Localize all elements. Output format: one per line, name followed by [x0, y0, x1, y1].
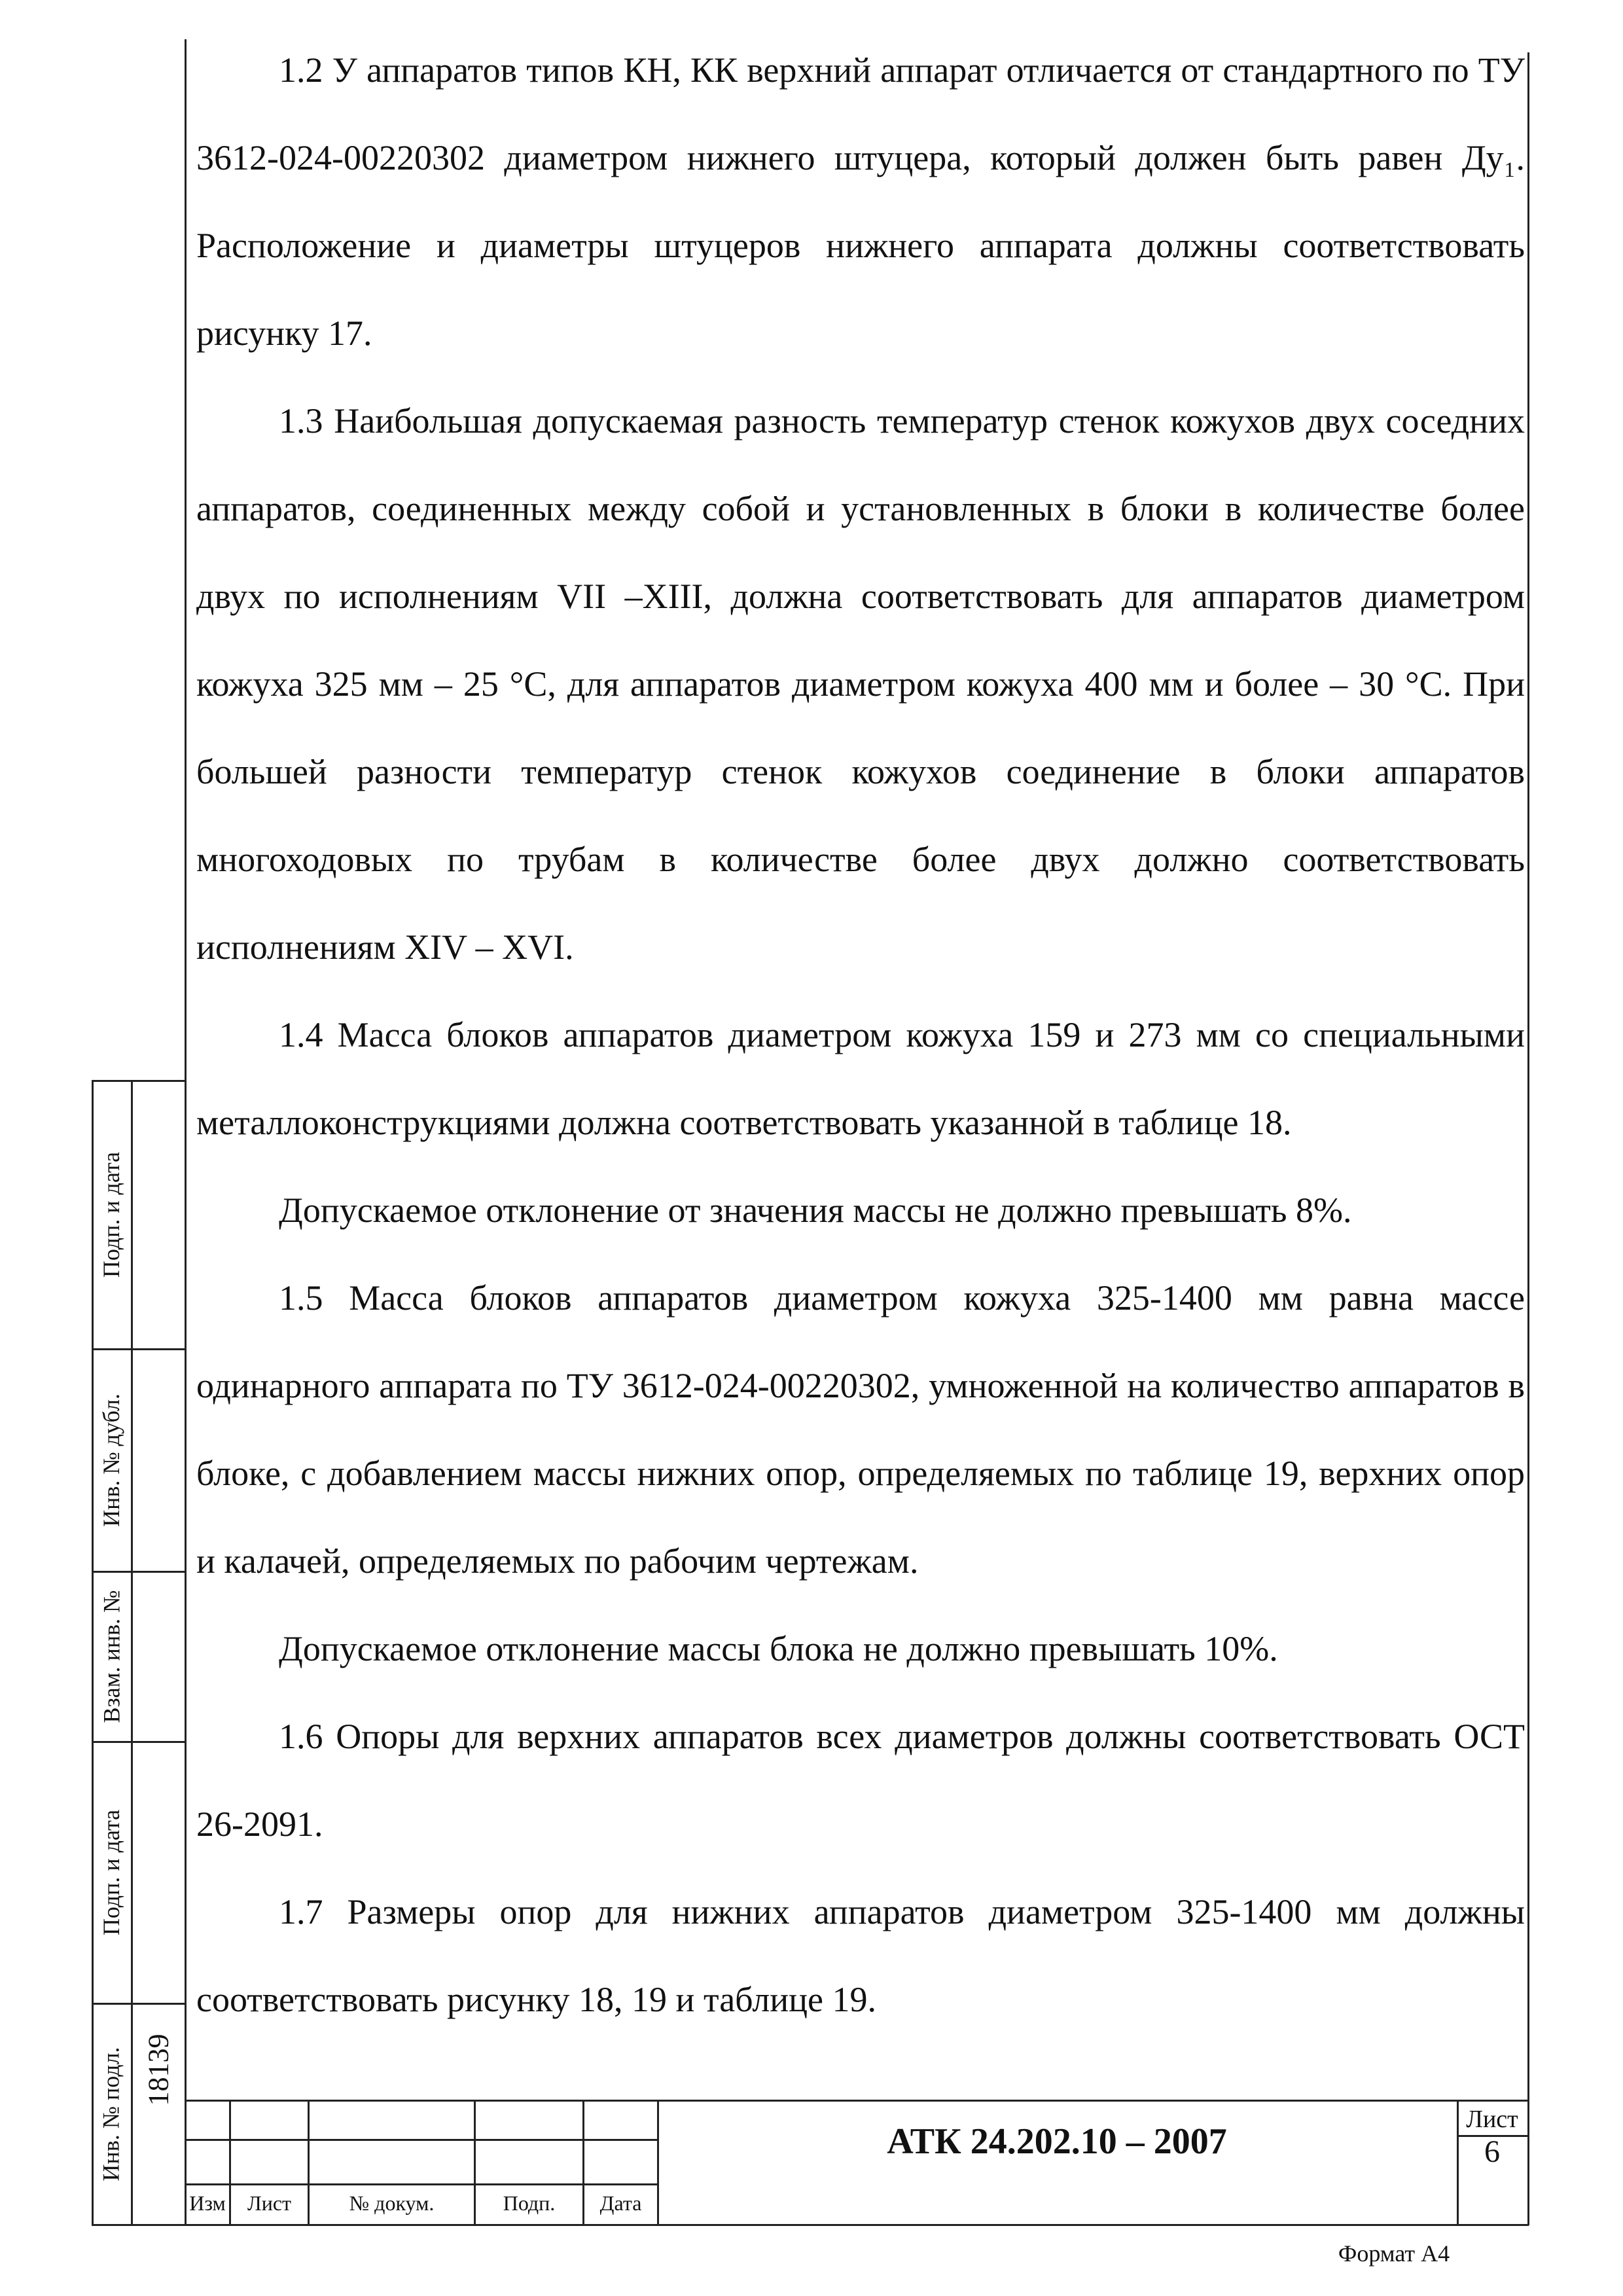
sheet-number: 6 — [1484, 2134, 1500, 2169]
paragraph-1-7: 1.7 Размеры опор для нижних аппаратов диаметром 325-1400 мм должны соответствовать рисунку 18, 19 и таблице 19. — [196, 1892, 1525, 2019]
paragraph-1-4-tolerance: Допускаемое отклонение от значения массы не должно превышать 8%. — [279, 1191, 1352, 1230]
stamp-label-inv-podl: Инв. № подл. — [98, 2047, 124, 2181]
stamp-cell-inv-podl — [92, 2004, 131, 2224]
paragraph-1-4: 1.4 Масса блоков аппаратов диаметром кожуха 159 и 273 мм со специальными металлоконструкциями должна соответствовать указанной в таблице 18. — [196, 1015, 1525, 1142]
paper-format: Формат А4 — [1338, 2240, 1450, 2267]
title-block-col-izm: Изм — [189, 2191, 226, 2215]
title-block-col-data: Дата — [599, 2191, 642, 2215]
paragraph-1-5: 1.5 Масса блоков аппаратов диаметром кожуха 325-1400 мм равна массе одинарного аппарата по ТУ 3612-024-00220302, умноженной на количество аппаратов в блоке, с добавлением массы нижних опор, определяемых по таблице 19, верхних опор и калачей, определяемых по рабочим чертежам. — [196, 1278, 1525, 1581]
paragraph-1-2: 1.2 У аппаратов типов КН, КК верхний аппарат отличается от стандартного по ТУ 3612-024-00220302 диаметром нижнего штуцера, который должен быть равен Ду₁. Расположение и диаметры штуцеров нижнего аппарата должны соответствовать рисунку 17. — [196, 50, 1525, 353]
stamp-label-inv-dubl: Инв. № дубл. — [98, 1393, 124, 1527]
stamp-value-inv-podl: 18139 — [142, 2034, 175, 2106]
stamp-label-podp-data-top: Подп. и дата — [98, 1151, 125, 1278]
frame-right-line — [1527, 52, 1529, 2225]
frame-left-line — [185, 39, 187, 2225]
stamp-cell-podp-data-top — [92, 1081, 131, 1348]
title-block-col-podp: Подп. — [503, 2191, 556, 2215]
paragraph-1-6: 1.6 Опоры для верхних аппаратов всех диаметров должны соответствовать ОСТ 26-2091. — [196, 1717, 1525, 1844]
document-body — [196, 26, 1525, 2043]
document-code: АТК 24.202.10 – 2007 — [887, 2121, 1227, 2162]
paragraph-1-3: 1.3 Наибольшая допускаемая разность температур стенок кожухов двух соседних аппаратов, соединенных между собой и установленных в блоки в количестве более двух по исполнениям VII –XIII, должна соответствовать для аппаратов диаметром кожуха 325 мм – 25 °С, для аппаратов диаметром кожуха 400 мм и более – 30 °С. При большей разности температур стенок кожухов соединение в блоки аппаратов многоходовых по трубам в количестве более двух должно соответствовать исполнениям XIV – XVI. — [196, 401, 1525, 967]
stamp-cell-inv-dubl — [92, 1350, 131, 1571]
stamp-label-podp-data-bottom: Подп. и дата — [98, 1809, 125, 1936]
stamp-cell-vzam-inv — [92, 1572, 131, 1741]
stamp-cell-inv-podl-value — [132, 2004, 185, 2135]
title-block-col-doc: № докум. — [349, 2191, 435, 2215]
stamp-cell-podp-data-bottom — [92, 1742, 131, 2003]
stamp-label-vzam-inv: Взам. инв. № — [98, 1590, 124, 1723]
title-block-col-list: Лист — [247, 2191, 291, 2215]
sheet-label: Лист — [1466, 2106, 1518, 2133]
paragraph-1-5-tolerance: Допускаемое отклонение массы блока не должно превышать 10%. — [279, 1629, 1278, 1668]
